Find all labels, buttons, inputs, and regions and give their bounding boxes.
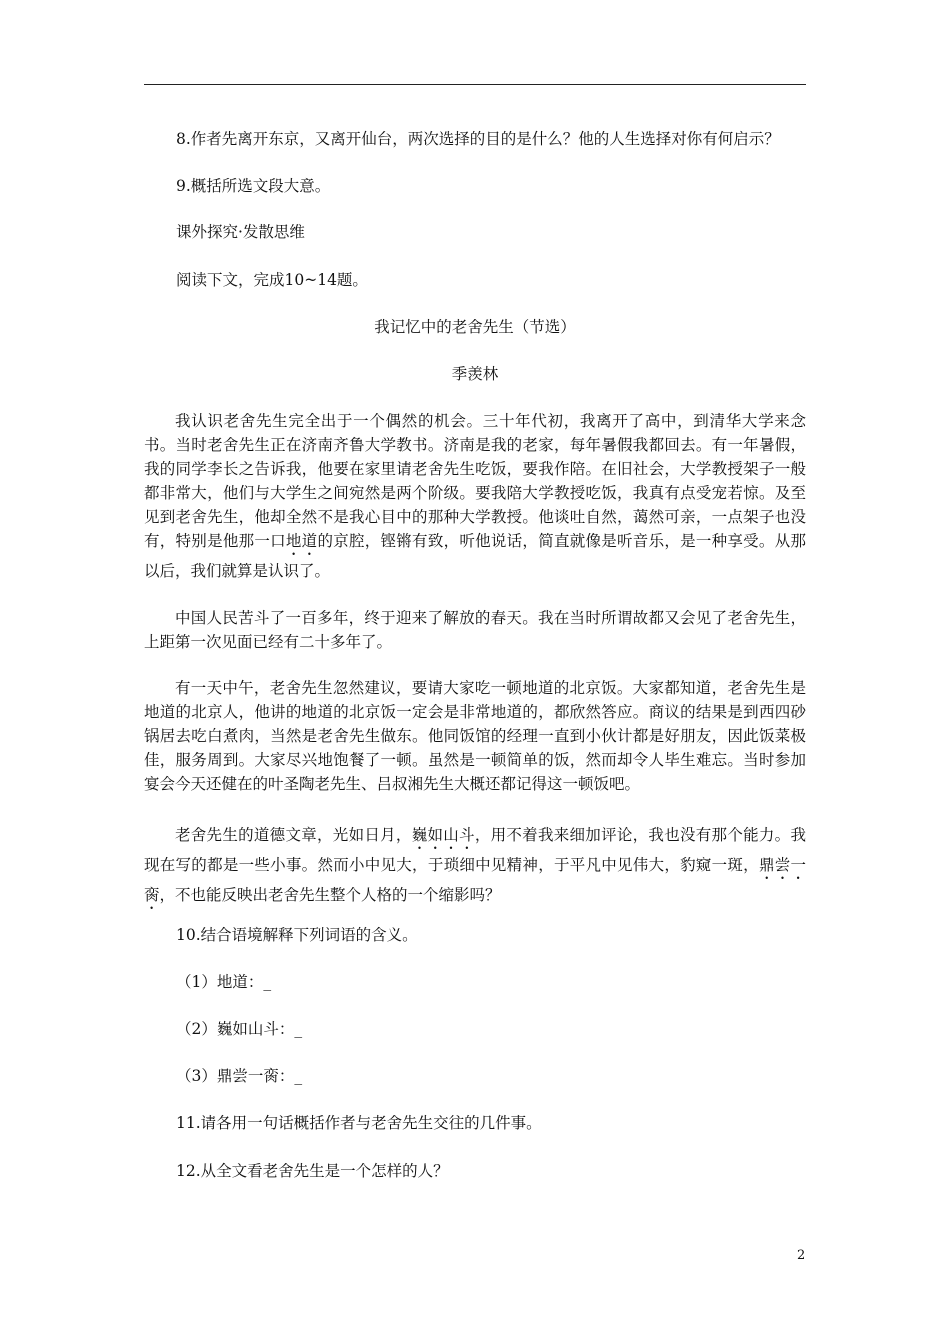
dotted-word-weirushandou: 巍如山斗 — [411, 826, 475, 844]
question-11: 11.请各用一句话概括作者与老舍先生交往的几件事。 — [176, 1114, 542, 1132]
article-paragraph-4: 老舍先生的道德文章，光如日月，巍如山斗，用不着我来细加评论，我也没有那个能力。我现在写的都是一些小事。然而小中见大，于琐细中见精神，于平凡中见伟大，豹窥一斑，鼎尝一脔，不也能反映出老舍先生整个人格的一个缩影吗？ — [144, 826, 806, 904]
article-title: 我记忆中的老舍先生（节选） — [374, 318, 576, 336]
article-paragraph-2: 中国人民苦斗了一百多年，终于迎来了解放的春天。我在当时所谓故都又会见了老舍先生，上距第一次见面已经有二十多年了。 — [144, 609, 806, 651]
dotted-word-dingchangyiluan: 鼎尝一脔 — [144, 856, 806, 904]
question-10-3: （3）鼎尝一脔：_ — [176, 1067, 303, 1085]
article-paragraph-1: 我认识老舍先生完全出于一个偶然的机会。三十年代初，我离开了高中，到清华大学来念书。当时老舍先生正在济南齐鲁大学教书。济南是我的老家，每年暑假我都回去。有一年暑假，我的同学李长之告诉我，他要在家里请老舍先生吃饭，要我作陪。在旧社会，大学教授架子一般都非常大，他们与大学生之间宛然是两个阶级。要我陪大学教授吃饭，我真有点受宠若惊。及至见到老舍先生，他却全然不是我心目中的那种大学教授。他谈吐自然，蔼然可亲，一点架子也没有，特别是他那一口地道的京腔，铿锵有致，听他说话，简直就像是听音乐，是一种享受。从那以后，我们就算是认识了。 — [144, 412, 806, 580]
question-8: 8.作者先离开东京，又离开仙台，两次选择的目的是什么？他的人生选择对你有何启示？ — [176, 130, 780, 148]
article-paragraph-3: 有一天中午，老舍先生忽然建议，要请大家吃一顿地道的北京饭。大家都知道，老舍先生是地道的北京人，他讲的地道的北京饭一定会是非常地道的，都欣然答应。商议的结果是到西四砂锅居去吃白煮肉，当然是老舍先生做东。他同饭馆的经理一直到小伙计都是好朋友，因此饭菜极佳，服务周到。大家尽兴地饱餐了一顿。虽然是一顿简单的饭，然而却令人毕生难忘。当时参加宴会今天还健在的叶圣陶老先生、吕叔湘先生大概还都记得这一顿饭吧。 — [144, 679, 806, 793]
article-author: 季羡林 — [451, 365, 499, 383]
header-rule — [144, 84, 806, 85]
question-12: 12.从全文看老舍先生是一个怎样的人？ — [176, 1162, 449, 1180]
page-number: 2 — [797, 1248, 806, 1263]
question-10-1: （1）地道：_ — [176, 973, 272, 991]
section-heading: 课外探究·发散思维 — [176, 223, 305, 241]
reading-instruction: 阅读下文，完成10~14题。 — [176, 271, 368, 289]
question-9: 9.概括所选文段大意。 — [176, 177, 331, 195]
question-10: 10.结合语境解释下列词语的含义。 — [176, 926, 418, 944]
question-10-2: （2）巍如山斗：_ — [176, 1020, 303, 1038]
dotted-word-didao: 地道 — [285, 532, 318, 550]
